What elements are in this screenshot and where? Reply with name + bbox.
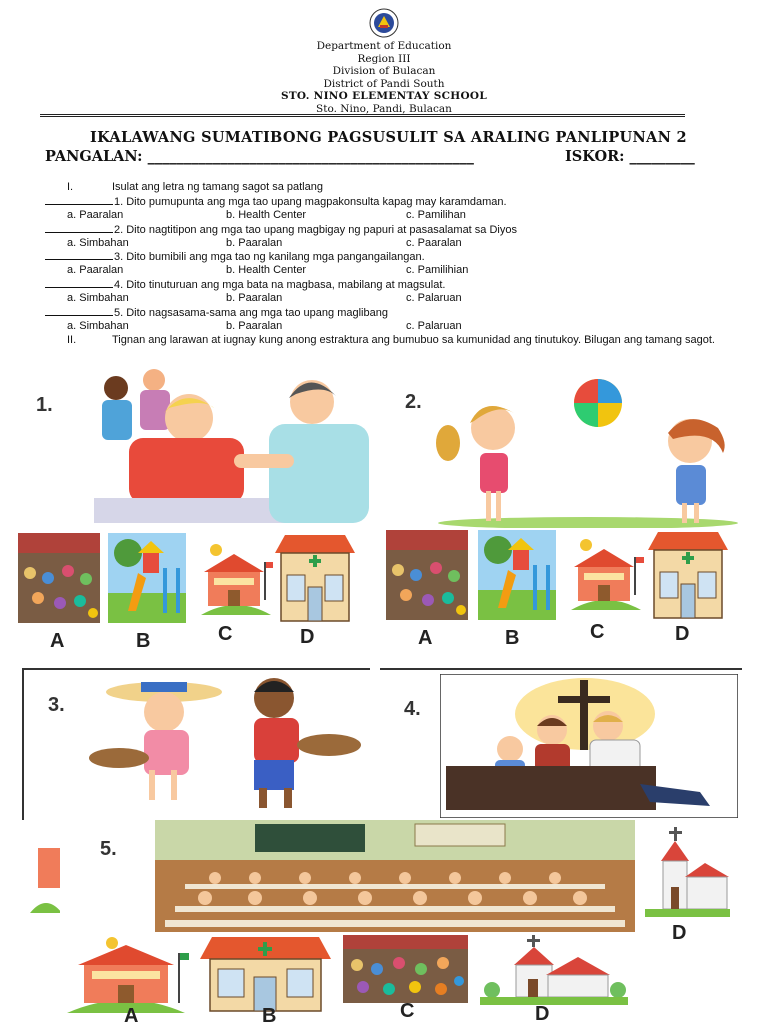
choice-letter[interactable]: D (675, 623, 690, 645)
question-row: 5. Dito nagsasama-sama ang mga tao upang maglibang (45, 306, 735, 320)
question-row: 4. Dito tinuturuan ang mga bata na magbasa, mabilang at magsulat. (45, 278, 735, 292)
choice-letter[interactable]: B (136, 630, 151, 652)
family-praying-icon (440, 674, 738, 818)
options-row: a. Paaralan b. Health Center c. Pamilihan (67, 208, 466, 221)
department-line: Department of Education (316, 40, 452, 52)
choice-letter[interactable]: A (124, 1005, 139, 1024)
question-row: 2. Dito nagtitipon ang mga tao upang magbigay ng papuri at pasasalamat sa Diyos (45, 223, 735, 237)
panel-2 (383, 365, 743, 653)
health-center-icon (198, 933, 333, 1013)
question-row: 3. Dito bumibili ang mga tao ng kanilang mga pangangailangan. (45, 250, 735, 264)
school-name: STO. NINO ELEMENTAY SCHOOL (280, 90, 488, 102)
panel-number: 1. (36, 394, 53, 416)
question-row: 1. Dito pumupunta ang mga tao upang magpakonsulta kapag may karamdaman. (45, 195, 735, 209)
options-row: a. Simbahan b. Paaralan c. Palaruan (67, 319, 462, 332)
options-row: a. Paaralan b. Health Center c. Pamilihian (67, 264, 469, 277)
options-row: a. Simbahan b. Paaralan c. Paaralan (67, 236, 462, 249)
section-two-instruction: II. Tignan ang larawan at iugnay kung anong estraktura ang bumubuo sa kumunidad ang tinutukoy. Bilugan ang tamang sagot. (67, 333, 715, 346)
section-one-instruction: I. Isulat ang letra ng tamang sagot sa patlang (67, 181, 323, 193)
name-score-row (45, 148, 725, 165)
choice-letter[interactable]: A (418, 627, 433, 649)
school-building-icon (62, 935, 190, 1015)
panel-5 (60, 820, 742, 945)
health-center-icon (646, 528, 730, 620)
choice-letter[interactable]: C (218, 623, 233, 645)
options-row: a. Simbahan b. Paaralan c. Palaruan (67, 292, 462, 305)
letterhead (0, 8, 768, 115)
market-crowd-icon (343, 935, 468, 1003)
church-icon (645, 825, 730, 917)
school-building-icon (196, 540, 274, 620)
name-field[interactable]: PANGALAN: _____________________________________________ (45, 148, 474, 165)
playground-icon (478, 530, 556, 620)
children-playing-ball-icon (428, 373, 743, 528)
answer-blank[interactable] (45, 306, 113, 316)
school-address: Sto. Nino, Pandi, Bulacan (316, 102, 452, 115)
exam-title: IKALAWANG SUMATIBONG PAGSUSULIT SA ARALING PANLIPUNAN 2 (90, 129, 687, 146)
answer-blank[interactable] (45, 278, 113, 288)
panel-number: 4. (404, 698, 421, 720)
answer-blank[interactable] (45, 195, 113, 205)
choice-letter[interactable]: C (400, 1000, 415, 1022)
school-building-icon (30, 818, 62, 918)
market-crowd-icon (386, 530, 468, 620)
header-divider (40, 114, 685, 117)
panel-number: 5. (100, 838, 117, 860)
deped-seal-icon (369, 8, 399, 38)
panel-number: 3. (48, 694, 65, 716)
choice-letter[interactable]: D (300, 626, 315, 648)
district-line: District of Pandi South (323, 77, 445, 90)
health-center-icon (273, 531, 357, 623)
choice-letter[interactable]: D (672, 922, 687, 944)
choice-letter[interactable]: B (505, 627, 520, 649)
choice-letter[interactable]: B (262, 1005, 277, 1024)
answer-blank[interactable] (45, 223, 113, 233)
nurse-patient-icon (74, 368, 370, 523)
section-one (45, 181, 735, 362)
school-building-icon (566, 535, 644, 615)
region-line: Region III (357, 52, 411, 65)
division-line: Division of Bulacan (332, 65, 436, 77)
choice-letter[interactable]: C (590, 621, 605, 643)
panel-3 (22, 670, 370, 820)
playground-icon (108, 533, 186, 623)
market-crowd-icon (18, 533, 100, 623)
panel-number: 2. (405, 391, 422, 413)
answer-blank[interactable] (45, 250, 113, 260)
choice-letter[interactable]: D (535, 1003, 550, 1024)
panel-1 (18, 368, 373, 653)
church-icon (480, 935, 628, 1005)
choice-letter[interactable]: A (50, 630, 65, 652)
children-with-baskets-icon (79, 670, 369, 815)
score-field[interactable]: ISKOR: _________ (565, 148, 695, 165)
panel-4 (380, 670, 742, 820)
classroom-students-icon (155, 820, 635, 932)
